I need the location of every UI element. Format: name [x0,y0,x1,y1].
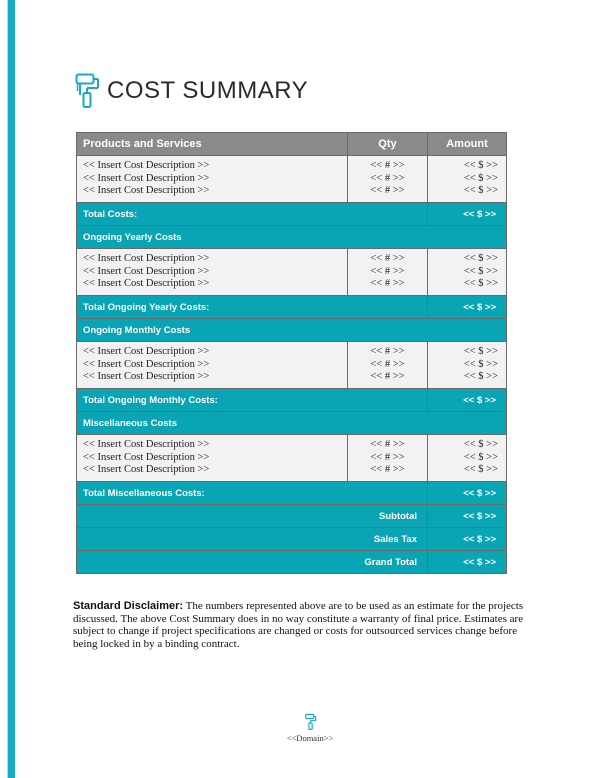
sales-tax-label: Sales Tax [77,528,428,551]
table-header-row [77,133,507,156]
qty-value: << # >> [370,172,405,184]
qty-value: << # >> [370,464,405,476]
grand-total-amount: << $ >> [428,551,507,574]
amount-value: << $ >> [463,439,498,451]
total-yearly-row [77,296,507,319]
table-row [77,435,507,482]
qty-value: << # >> [370,160,405,172]
cost-description: << Insert Cost Description >> [83,358,210,370]
cost-description: << Insert Cost Description >> [83,185,210,197]
qty-value: << # >> [370,346,405,358]
section-heading: Miscellaneous Costs [77,412,507,435]
section-heading-row [77,226,507,249]
section-heading-row [77,412,507,435]
amount-value: << $ >> [463,346,498,358]
table-row [77,156,507,203]
qty-cell [347,435,427,482]
total-amount: << $ >> [428,296,507,319]
amount-value: << $ >> [463,464,498,476]
sales-tax-row [77,528,507,551]
grand-total-row [77,551,507,574]
qty-cell [347,342,427,389]
total-amount: << $ >> [428,389,507,412]
page-edge [0,0,8,778]
disclaimer-text: The numbers represented above are to be used as an estimate for the projects discussed. The above Cost Summary does in no way constitute a warranty of final price. Estimates are subject to change if project specifications are changed or costs for outsourced services change before being locked in by a binding contract. [73,600,524,650]
total-amount: << $ >> [428,482,507,505]
footer-domain: <<Domain>> [286,733,334,743]
description-cell [77,156,348,203]
cost-description: << Insert Cost Description >> [83,253,210,265]
disclaimer-label: Standard Disclaimer: [73,600,184,612]
cost-description: << Insert Cost Description >> [83,278,210,290]
qty-value: << # >> [370,253,405,265]
section-heading: Ongoing Monthly Costs [77,319,507,342]
table-row [77,249,507,296]
qty-value: << # >> [370,439,405,451]
total-label: Total Costs: [77,203,428,226]
cost-description: << Insert Cost Description >> [83,451,210,463]
cost-description: << Insert Cost Description >> [83,172,210,184]
header-qty: Qty [347,133,427,156]
amount-cell [428,435,507,482]
total-monthly-row [77,389,507,412]
cost-description: << Insert Cost Description >> [83,160,210,172]
cost-description: << Insert Cost Description >> [83,346,210,358]
title-block [75,72,308,110]
page-title: COST SUMMARY [107,77,309,104]
description-cell [77,249,348,296]
header-products-services: Products and Services [77,133,348,156]
paint-roller-icon [75,73,101,109]
paint-roller-icon [305,713,317,731]
standard-disclaimer [73,600,533,650]
accent-bar [8,0,15,778]
total-costs-row [77,203,507,226]
total-misc-row [77,482,507,505]
amount-value: << $ >> [463,160,498,172]
amount-value: << $ >> [463,253,498,265]
total-amount: << $ >> [428,203,507,226]
qty-value: << # >> [370,185,405,197]
cost-description: << Insert Cost Description >> [83,265,210,277]
amount-value: << $ >> [463,185,498,197]
total-label: Total Ongoing Yearly Costs: [77,296,428,319]
amount-value: << $ >> [463,278,498,290]
section-heading: Ongoing Yearly Costs [77,226,507,249]
table-row [77,342,507,389]
amount-value: << $ >> [463,451,498,463]
qty-value: << # >> [370,278,405,290]
qty-value: << # >> [370,371,405,383]
qty-cell [347,249,427,296]
description-cell [77,342,348,389]
subtotal-label: Subtotal [77,505,428,528]
cost-description: << Insert Cost Description >> [83,439,210,451]
amount-value: << $ >> [463,265,498,277]
sales-tax-amount: << $ >> [428,528,507,551]
cost-summary-table [76,132,507,574]
total-label: Total Miscellaneous Costs: [77,482,428,505]
qty-cell [347,156,427,203]
subtotal-amount: << $ >> [428,505,507,528]
amount-value: << $ >> [463,172,498,184]
cost-description: << Insert Cost Description >> [83,371,210,383]
header-amount: Amount [428,133,507,156]
grand-total-label: Grand Total [77,551,428,574]
description-cell [77,435,348,482]
amount-cell [428,156,507,203]
amount-value: << $ >> [463,358,498,370]
amount-value: << $ >> [463,371,498,383]
qty-value: << # >> [370,358,405,370]
total-label: Total Ongoing Monthly Costs: [77,389,428,412]
amount-cell [428,249,507,296]
section-heading-row [77,319,507,342]
subtotal-row [77,505,507,528]
qty-value: << # >> [370,265,405,277]
amount-cell [428,342,507,389]
qty-value: << # >> [370,451,405,463]
cost-description: << Insert Cost Description >> [83,464,210,476]
